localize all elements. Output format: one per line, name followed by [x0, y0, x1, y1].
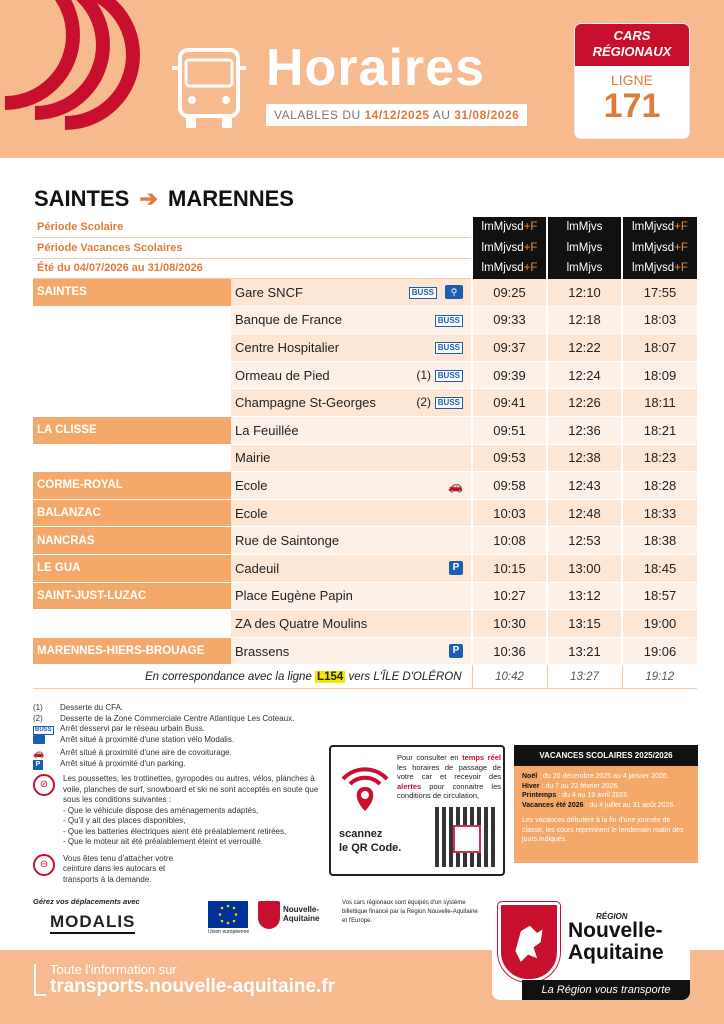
holiday-item — [522, 772, 690, 782]
modalis-logo: MODALIS — [50, 912, 135, 934]
bike-station-icon: ⚲ — [445, 285, 463, 299]
region-name — [568, 920, 664, 964]
qr-panel — [329, 745, 505, 876]
eu-label: Union européenne — [208, 929, 250, 935]
period-label: Période Scolaire — [33, 217, 472, 238]
correspondence-time: 10:42 — [472, 665, 547, 689]
departure-time: 09:37 — [472, 334, 547, 362]
stop-row — [33, 279, 697, 307]
stop-row — [33, 444, 697, 472]
days-holiday: +F — [674, 221, 688, 234]
holiday-item — [522, 791, 690, 801]
departure-time: 10:08 — [472, 527, 547, 555]
departure-time: 12:48 — [547, 499, 622, 527]
departure-time: 10:27 — [472, 582, 547, 610]
departure-time: 09:39 — [472, 361, 547, 389]
holiday-name: Vacances été 2026 — [522, 801, 584, 809]
stop-note: (1) — [416, 367, 431, 382]
stop-row — [33, 637, 697, 665]
period-label: Été du 04/07/2026 au 31/08/2026 — [33, 258, 472, 279]
town-name — [33, 361, 231, 389]
cars-label-1: CARS — [613, 28, 651, 43]
departure-time: 17:55 — [622, 279, 697, 307]
departure-time: 12:26 — [547, 389, 622, 417]
legend-text: Desserte de la Zone Commerciale Centre Atlantique Les Coteaux. — [60, 713, 295, 723]
stop-name: Centre Hospitalier — [235, 339, 340, 355]
stop-name: Brassens — [235, 643, 290, 659]
eu-flag-icon — [208, 901, 248, 928]
departure-time: 09:41 — [472, 389, 547, 417]
parking-icon: P — [33, 760, 43, 770]
town-name: BALANZAC — [33, 499, 231, 527]
holiday-name: Hiver — [522, 782, 540, 790]
holiday-name: Noël — [522, 773, 538, 780]
qr-t4: alertes — [397, 781, 422, 791]
departure-time: 13:15 — [547, 610, 622, 638]
legend-text: Arrêt situé à proximité d'un parking. — [60, 759, 186, 768]
departure-time: 19:00 — [622, 610, 697, 638]
validity-banner — [266, 104, 527, 126]
town-name — [33, 389, 231, 417]
seatbelt-note — [33, 854, 323, 886]
conditions-intro: Les poussettes, les trottinettes, gyropodes ou autres, vélos, planches à voile, planches de surf, snowboard et ski ne sont acceptés en soute que sous les conditions suivantes : — [63, 774, 319, 804]
departure-time: 09:53 — [472, 444, 547, 472]
stop-row — [33, 389, 697, 417]
buss-icon: BUSS — [435, 397, 463, 409]
stop-row — [33, 334, 697, 362]
days-cell — [622, 217, 697, 238]
ligne-label: LIGNE — [610, 72, 653, 88]
stop-cell — [231, 279, 472, 307]
period-row — [33, 217, 697, 238]
region-shield-icon — [258, 901, 280, 929]
parking-icon: P — [449, 561, 463, 575]
signal-location-icon — [337, 757, 393, 813]
region-name-2: Aquitaine — [568, 941, 664, 964]
region-small-1: Nouvelle- — [283, 905, 320, 914]
days-code: lmMjvs — [566, 241, 603, 254]
stop-cell — [231, 361, 472, 389]
departure-time: 19:06 — [622, 637, 697, 665]
town-name — [33, 334, 231, 362]
region-small-2: Aquitaine — [283, 914, 320, 923]
qr-scan-1: scannez — [339, 828, 383, 840]
town-name — [33, 444, 231, 472]
stop-name: Mairie — [235, 450, 271, 466]
departure-time: 10:15 — [472, 554, 547, 582]
website-link[interactable]: transports.nouvelle-aquitaine.fr — [50, 976, 336, 997]
holidays-title: VACANCES SCOLAIRES 2025/2026 — [514, 745, 698, 766]
stop-cell — [231, 582, 472, 610]
days-code: lmMjvsd — [481, 221, 524, 234]
departure-time: 13:12 — [547, 582, 622, 610]
legend-key: (2) — [33, 713, 43, 723]
stop-name: Champagne St-Georges — [235, 395, 376, 411]
stop-row — [33, 472, 697, 500]
qr-scan-2: le QR Code. — [339, 842, 402, 854]
stop-cell — [231, 472, 472, 500]
stop-row — [33, 499, 697, 527]
departure-time: 09:58 — [472, 472, 547, 500]
days-cell — [472, 258, 547, 279]
route-from: SAINTES — [34, 186, 130, 211]
decor-arc-3 — [0, 0, 171, 158]
stop-cell — [231, 637, 472, 665]
buss-icon: BUSS — [35, 727, 52, 733]
legend-item — [33, 759, 294, 770]
correspondence-row — [33, 665, 697, 689]
stop-name: ZA des Quatre Moulins — [235, 615, 368, 631]
stop-row — [33, 527, 697, 555]
validity-to: 31/08/2026 — [454, 108, 520, 122]
buss-icon: BUSS — [435, 342, 463, 354]
gerez-label: Gérez vos déplacements avec — [33, 897, 140, 906]
validity-mid: AU — [429, 108, 455, 122]
qr-t1: Pour consulter en — [397, 753, 463, 762]
stop-row — [33, 361, 697, 389]
stop-cell — [231, 610, 472, 638]
departure-time: 18:21 — [622, 416, 697, 444]
town-name: MARENNES-HIERS-BROUAGE — [33, 637, 231, 665]
departure-time: 18:03 — [622, 306, 697, 334]
days-cell — [547, 217, 622, 238]
stop-cell — [231, 334, 472, 362]
departure-time: 12:53 — [547, 527, 622, 555]
holidays-list — [514, 766, 698, 851]
condition-item: - Qu'il y ait des places disponibles, — [63, 816, 186, 825]
stop-name: Rue de Saintonge — [235, 533, 340, 549]
parking-icon: P — [449, 644, 463, 658]
stop-name: Ecole — [235, 477, 268, 493]
departure-time: 10:36 — [472, 637, 547, 665]
condition-item: - Que le moteur ait été préalablement éteint et verrouillé. — [63, 837, 264, 846]
holiday-dates: : du 7 au 22 février 2026. — [539, 782, 620, 790]
line-badge — [575, 24, 689, 138]
holiday-dates: : du 4 juillet au 31 août 2026. — [583, 801, 676, 809]
departure-time: 09:51 — [472, 416, 547, 444]
legend-item — [33, 748, 294, 760]
period-row — [33, 258, 697, 279]
days-cell — [547, 238, 622, 259]
days-code: lmMjvsd — [632, 221, 675, 234]
days-holiday: +F — [523, 262, 538, 275]
legend-item — [33, 714, 294, 725]
legend — [33, 703, 294, 770]
days-cell — [547, 258, 622, 279]
decor-bracket — [34, 964, 46, 996]
region-small-logo — [258, 901, 332, 933]
funding-note: Vos cars régionaux sont équipés d'un système billettique financé par la Région Nouvelle-Aquitaine et l'Europe. — [342, 900, 478, 924]
bike-prohibited-icon: ⊘ — [33, 774, 55, 796]
departure-time: 12:43 — [547, 472, 622, 500]
departure-time: 18:28 — [622, 472, 697, 500]
stop-row — [33, 416, 697, 444]
days-code: lmMjvsd — [481, 241, 524, 254]
legend-key: (1) — [33, 703, 43, 712]
legend-text: Arrêt situé à proximité d'une aire de covoiturage. — [60, 747, 232, 757]
town-name — [33, 610, 231, 638]
corr-line: L154 — [317, 670, 344, 683]
period-row — [33, 238, 697, 259]
stop-row — [33, 554, 697, 582]
info-label: Toute l'information sur — [50, 962, 177, 977]
qr-scan-label — [339, 827, 401, 855]
stop-name: Ecole — [235, 505, 268, 521]
town-name: CORME-ROYAL — [33, 472, 231, 500]
days-cell — [472, 238, 547, 259]
stop-row — [33, 610, 697, 638]
stop-cell — [231, 499, 472, 527]
days-cell — [622, 258, 697, 279]
departure-time: 10:03 — [472, 499, 547, 527]
holiday-dates: : du 4 au 19 avril 2026. — [556, 792, 630, 799]
town-name — [33, 306, 231, 334]
town-name: LA CLISSE — [33, 416, 231, 444]
bus-icon — [172, 46, 246, 132]
route-to: MARENNES — [168, 186, 294, 211]
town-name: LE GUA — [33, 554, 231, 582]
timetable — [33, 217, 697, 689]
qr-t2: temps réel — [462, 753, 501, 762]
corr-prefix: En correspondance avec la ligne — [144, 670, 316, 683]
arrow-right-icon: ➔ — [139, 186, 158, 211]
stop-name: Ormeau de Pied — [235, 367, 330, 383]
days-holiday: +F — [523, 221, 538, 234]
region-slogan: La Région vous transporte — [522, 980, 690, 1000]
stop-name: Place Eugène Papin — [235, 588, 353, 604]
days-code: lmMjvsd — [481, 262, 524, 275]
carpool-icon: 🚗 — [448, 479, 463, 494]
correspondence-text — [33, 665, 472, 689]
carpool-icon: 🚗 — [33, 747, 45, 758]
buss-icon: BUSS — [435, 370, 463, 382]
seatbelt-text: Vous êtes tenu d'attacher votre ceinture dans les autocars et transports à la demande. — [63, 853, 174, 884]
route-title — [34, 186, 294, 212]
holiday-name: Printemps — [522, 792, 557, 799]
qr-t5: pour connaitre les conditions de circulation, — [397, 781, 501, 800]
departure-time: 13:00 — [547, 554, 622, 582]
stop-cell — [231, 416, 472, 444]
conditions-list — [63, 806, 323, 848]
luggage-conditions — [33, 774, 323, 848]
stop-row — [33, 582, 697, 610]
ligne-number: 171 — [603, 87, 661, 125]
town-name: NANCRAS — [33, 527, 231, 555]
region-logo — [492, 898, 690, 1000]
region-name-1: Nouvelle- — [568, 919, 663, 942]
legend-item — [33, 703, 294, 714]
departure-time: 18:11 — [622, 389, 697, 417]
holiday-note: Les vacances débutent à la fin d'une journée de classe, les cours reprennent le lendemain matin des jours indiqués. — [522, 817, 684, 843]
bike-station-icon — [33, 735, 45, 744]
validity-prefix: VALABLES DU — [274, 108, 365, 122]
departure-time: 12:24 — [547, 361, 622, 389]
days-cell — [622, 238, 697, 259]
holiday-dates: : du 20 décembre 2025 au 4 janvier 2026. — [537, 773, 669, 780]
school-holidays-box — [514, 745, 698, 863]
departure-time: 12:18 — [547, 306, 622, 334]
days-cell — [472, 217, 547, 238]
holiday-item — [522, 801, 690, 811]
qr-code-icon[interactable] — [435, 807, 495, 867]
seatbelt-icon: ⊖ — [33, 854, 55, 876]
days-code: lmMjvsd — [632, 262, 675, 275]
legend-item — [33, 724, 294, 735]
stop-name: Gare SNCF — [235, 284, 303, 300]
stop-cell — [231, 554, 472, 582]
stop-cell — [231, 444, 472, 472]
departure-time: 12:22 — [547, 334, 622, 362]
corr-suffix: vers L'ÎLE D'OLÉRON — [345, 670, 462, 683]
conditions — [33, 774, 323, 891]
stop-row — [33, 306, 697, 334]
departure-time: 12:36 — [547, 416, 622, 444]
holiday-item — [522, 782, 690, 792]
days-holiday: +F — [674, 262, 688, 275]
departure-time: 18:38 — [622, 527, 697, 555]
days-code: lmMjvs — [566, 262, 603, 275]
departure-time: 09:25 — [472, 279, 547, 307]
period-label: Période Vacances Scolaires — [33, 238, 472, 259]
qr-t3: les horaires de passage de votre car et recevoir des — [397, 762, 501, 781]
days-holiday: +F — [523, 241, 538, 254]
departure-time: 13:21 — [547, 637, 622, 665]
town-name: SAINTES — [33, 279, 231, 307]
correspondence-time: 13:27 — [547, 665, 622, 689]
departure-time: 18:07 — [622, 334, 697, 362]
days-holiday: +F — [674, 241, 688, 254]
stop-cell — [231, 389, 472, 417]
legend-item — [33, 735, 294, 748]
stop-cell — [231, 306, 472, 334]
stop-name: Cadeuil — [235, 560, 280, 576]
region-label: RÉGION — [596, 912, 628, 921]
days-code: lmMjvs — [566, 221, 603, 234]
stop-name: La Feuillée — [235, 422, 299, 438]
legend-text: Desserte du CFA. — [60, 703, 124, 712]
departure-time: 18:23 — [622, 444, 697, 472]
departure-time: 18:09 — [622, 361, 697, 389]
departure-time: 09:33 — [472, 306, 547, 334]
departure-time: 18:33 — [622, 499, 697, 527]
stop-name: Banque de France — [235, 312, 342, 328]
days-code: lmMjvsd — [632, 241, 675, 254]
legend-text: Arrêt situé à proximité d'une station vélo Modalis. — [60, 735, 235, 744]
stop-cell — [231, 527, 472, 555]
page-title: Horaires — [266, 39, 485, 97]
departure-time: 12:38 — [547, 444, 622, 472]
cars-label-2: RÉGIONAUX — [592, 44, 672, 59]
cars-label — [575, 24, 689, 66]
departure-time: 12:10 — [547, 279, 622, 307]
validity-from: 14/12/2025 — [364, 108, 430, 122]
condition-item: - Que le véhicule dispose des aménagements adaptés, — [63, 805, 259, 815]
town-name: SAINT-JUST-LUZAC — [33, 582, 231, 610]
departure-time: 10:30 — [472, 610, 547, 638]
lion-shield-icon — [498, 902, 560, 982]
buss-icon: BUSS — [409, 287, 437, 299]
departure-time: 18:57 — [622, 582, 697, 610]
qr-description — [397, 753, 501, 801]
correspondence-time: 19:12 — [622, 665, 697, 689]
stop-note: (2) — [416, 395, 431, 410]
condition-item: - Que les batteries électriques aient été préalablement retirées, — [63, 826, 287, 836]
departure-time: 18:45 — [622, 554, 697, 582]
buss-icon: BUSS — [435, 315, 463, 327]
legend-text: Arrêt desservi par le réseau urbain Buss. — [60, 724, 205, 733]
